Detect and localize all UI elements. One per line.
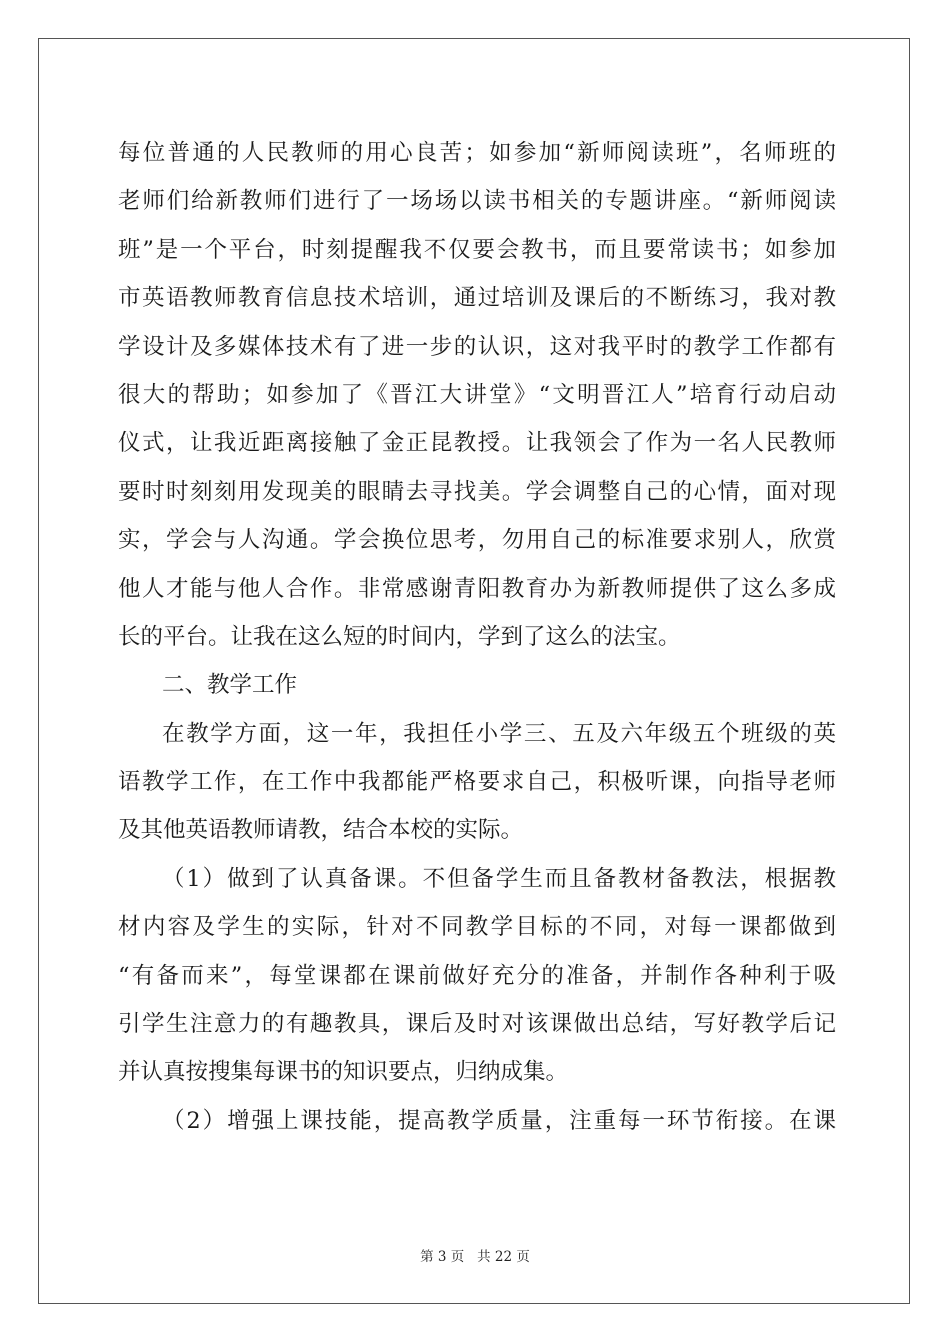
- text-line: 每位普通的人民教师的用心良苦；如参加“新师阅读班”，名师班的: [118, 140, 836, 166]
- text-line: 很大的帮助；如参加了《晋江大讲堂》“文明晋江人”培育行动启动: [118, 381, 836, 408]
- text-line: 实，学会与人沟通。学会换位思考，勿用自己的标准要求别人，欣赏: [118, 527, 836, 554]
- text-line: 学设计及多媒体技术有了进一步的认识，这对我平时的教学工作都有: [118, 333, 836, 360]
- text-line: 及其他英语教师请教，结合本校的实际。: [118, 817, 524, 844]
- text-line: 要时时刻刻用发现美的眼睛去寻找美。学会调整自己的心情，面对现: [118, 478, 836, 505]
- page-total: 共 22 页: [477, 1249, 530, 1265]
- text-line: 老师们给新教师们进行了一场场以读书相关的专题讲座。“新师阅读: [118, 188, 836, 215]
- text-line: 引学生注意力的有趣教具，课后及时对该课做出总结，写好教学后记: [118, 1011, 836, 1038]
- text-line: 市英语教师教育信息技术培训，通过培训及课后的不断练习，我对教: [118, 285, 836, 312]
- document-body: [118, 129, 836, 1145]
- section-heading: 二、教学工作: [162, 672, 298, 699]
- text-line: 班”是一个平台，时刻提醒我不仅要会教书，而且要常读书；如参加: [118, 236, 836, 263]
- text-line: 他人才能与他人合作。非常感谢青阳教育办为新教师提供了这么多成: [118, 575, 836, 602]
- text-line: （1）做到了认真备课。不但备学生而且备教材备教法，根据教: [162, 865, 836, 892]
- text-line: 材内容及学生的实际，针对不同教学目标的不同，对每一课都做到: [118, 914, 836, 941]
- text-line: 语教学工作，在工作中我都能严格要求自己，积极听课，向指导老师: [118, 769, 836, 796]
- text-line: 仪式，让我近距离接触了金正昆教授。让我领会了作为一名人民教师: [118, 430, 836, 457]
- text-line: 长的平台。让我在这么短的时间内，学到了这么的法宝。: [118, 623, 681, 650]
- page-footer: [0, 1245, 950, 1265]
- text-line: “有备而来”，每堂课都在课前做好充分的准备，并制作各种利于吸: [118, 962, 836, 989]
- text-line: 在教学方面，这一年，我担任小学三、五及六年级五个班级的英: [162, 720, 836, 747]
- text-line: （2）增强上课技能，提高教学质量，注重每一环节衔接。在课: [162, 1107, 836, 1134]
- page-number: 第 3 页: [420, 1249, 465, 1265]
- text-line: 并认真按搜集每课书的知识要点，归纳成集。: [118, 1059, 569, 1086]
